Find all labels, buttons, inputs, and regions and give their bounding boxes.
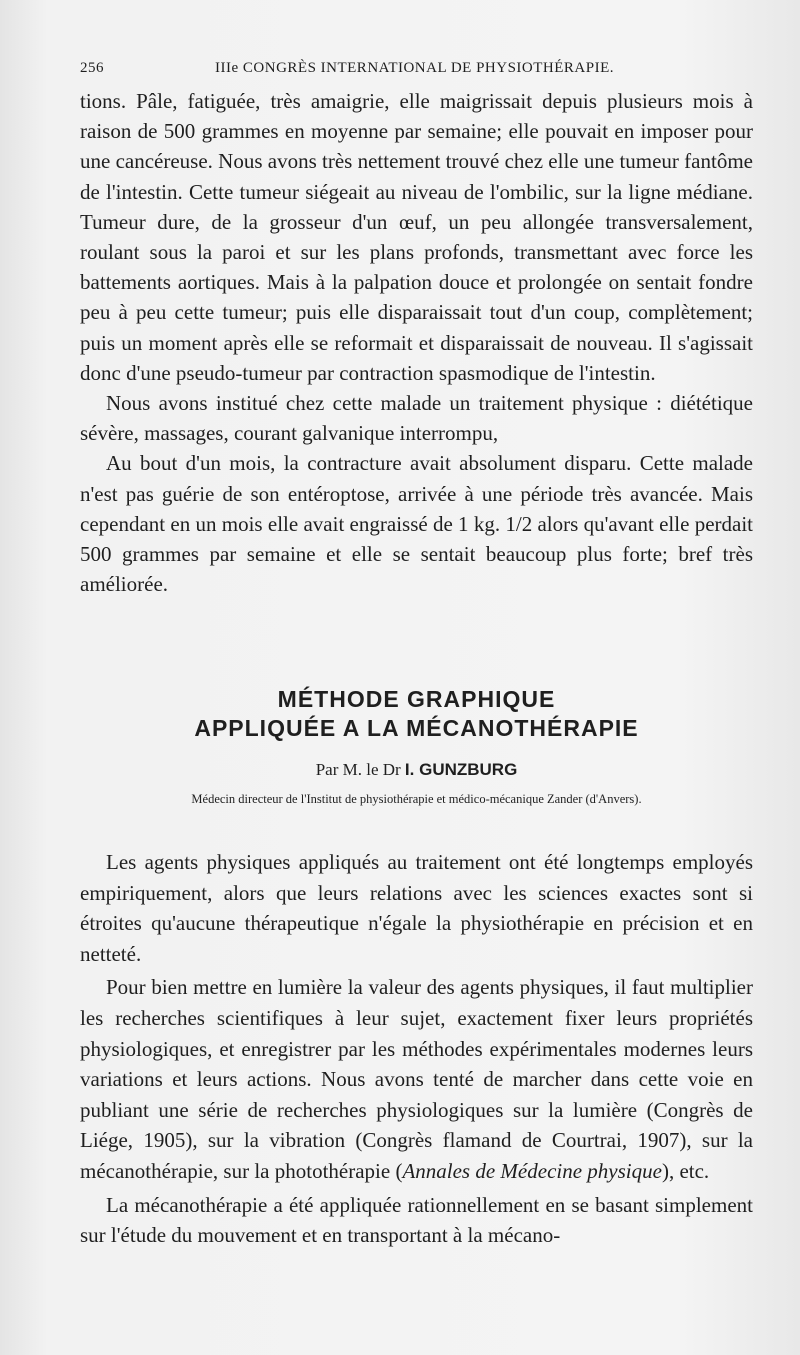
article-title-line-2: APPLIQUÉE A LA MÉCANOTHÉRAPIE <box>194 715 639 741</box>
article-title <box>80 685 753 743</box>
paragraph-continuation: tions. Pâle, fatiguée, très amaigrie, elle maigrissait depuis plusieurs mois à raison de 500 grammes en moyenne par semaine; elle pouvait en imposer pour une cancéreuse. Nous avons très nettement trouvé chez elle une tumeur fantôme de l'intestin. Cette tumeur siégeait au niveau de l'ombilic, sur la ligne médiane. Tumeur dure, de la grosseur d'un œuf, un peu allongée transversalement, roulant sous la paroi et sur les plans profonds, transmettant avec force les battements aortiques. Mais à la palpation douce et prolongée on sentait fondre peu à peu cette tumeur; puis elle disparaissait tout d'un coup, complètement; puis un moment après elle se reformait et disparaissait de nouveau. Il s'agissait donc d'une pseudo-tumeur par contraction spasmodique de l'intestin. <box>80 89 753 385</box>
paragraph-outcome: Au bout d'un mois, la contracture avait absolument disparu. Cette malade n'est pas guérie de son entéroptose, arrivée à une période très avancée. Mais cependant en un mois elle avait engraissé de 1 kg. 1/2 alors qu'avant elle perdait 500 grammes par semaine et elle se sentait beaucoup plus forte; bref très améliorée. <box>80 451 753 597</box>
paragraph-2-end: ), etc. <box>661 1158 710 1183</box>
article-byline <box>80 760 753 780</box>
paragraph-treatment: Nous avons institué chez cette malade un traitement physique : diététique sévère, massages, courant galvanique interrompu, <box>80 391 753 446</box>
article-paragraph-2 <box>80 972 753 1186</box>
article-title-line-1: MÉTHODE GRAPHIQUE <box>277 686 556 712</box>
page-number: 256 <box>80 60 104 76</box>
article-body <box>80 847 753 1251</box>
author-affiliation: Médecin directeur de l'Institut de physiothérapie et médico-mécanique Zander (d'Anvers). <box>191 792 642 806</box>
continued-text-section <box>80 86 753 599</box>
paragraph-2-text: Pour bien mettre en lumière la valeur des agents physiques, il faut multiplier les recherches scientifiques à leur sujet, exactement fixer leurs propriétés physiologiques, et enregistrer par les méthodes expérimentales modernes leurs variations et leurs actions. Nous avons tenté de marcher dans cette voie en publiant une série de recherches physiologiques sur la lumière (Congrès de Liége, 1905), sur la vibration (Congrès flamand de Courtrai, 1907), sur la mécanothérapie, sur la photothérapie ( <box>80 975 753 1183</box>
article-paragraph-1: Les agents physiques appliqués au traitement ont été longtemps employés empiriquement, alors que leurs relations avec les sciences exactes sont si étroites qu'aucune thérapeutique n'égale la physiothérapie en précision et en netteté. <box>80 850 753 966</box>
running-title: IIIe CONGRÈS INTERNATIONAL DE PHYSIOTHÉRAPIE. <box>215 60 614 76</box>
journal-title: Annales de Médecine physique <box>402 1158 662 1183</box>
byline-prefix: Par M. le Dr <box>315 760 401 779</box>
author-name: I. GUNZBURG <box>404 760 518 779</box>
article-paragraph-3: La mécanothérapie a été appliquée rationnellement en se basant simplement sur l'étude du mouvement et en transportant à la mécano- <box>80 1192 753 1248</box>
